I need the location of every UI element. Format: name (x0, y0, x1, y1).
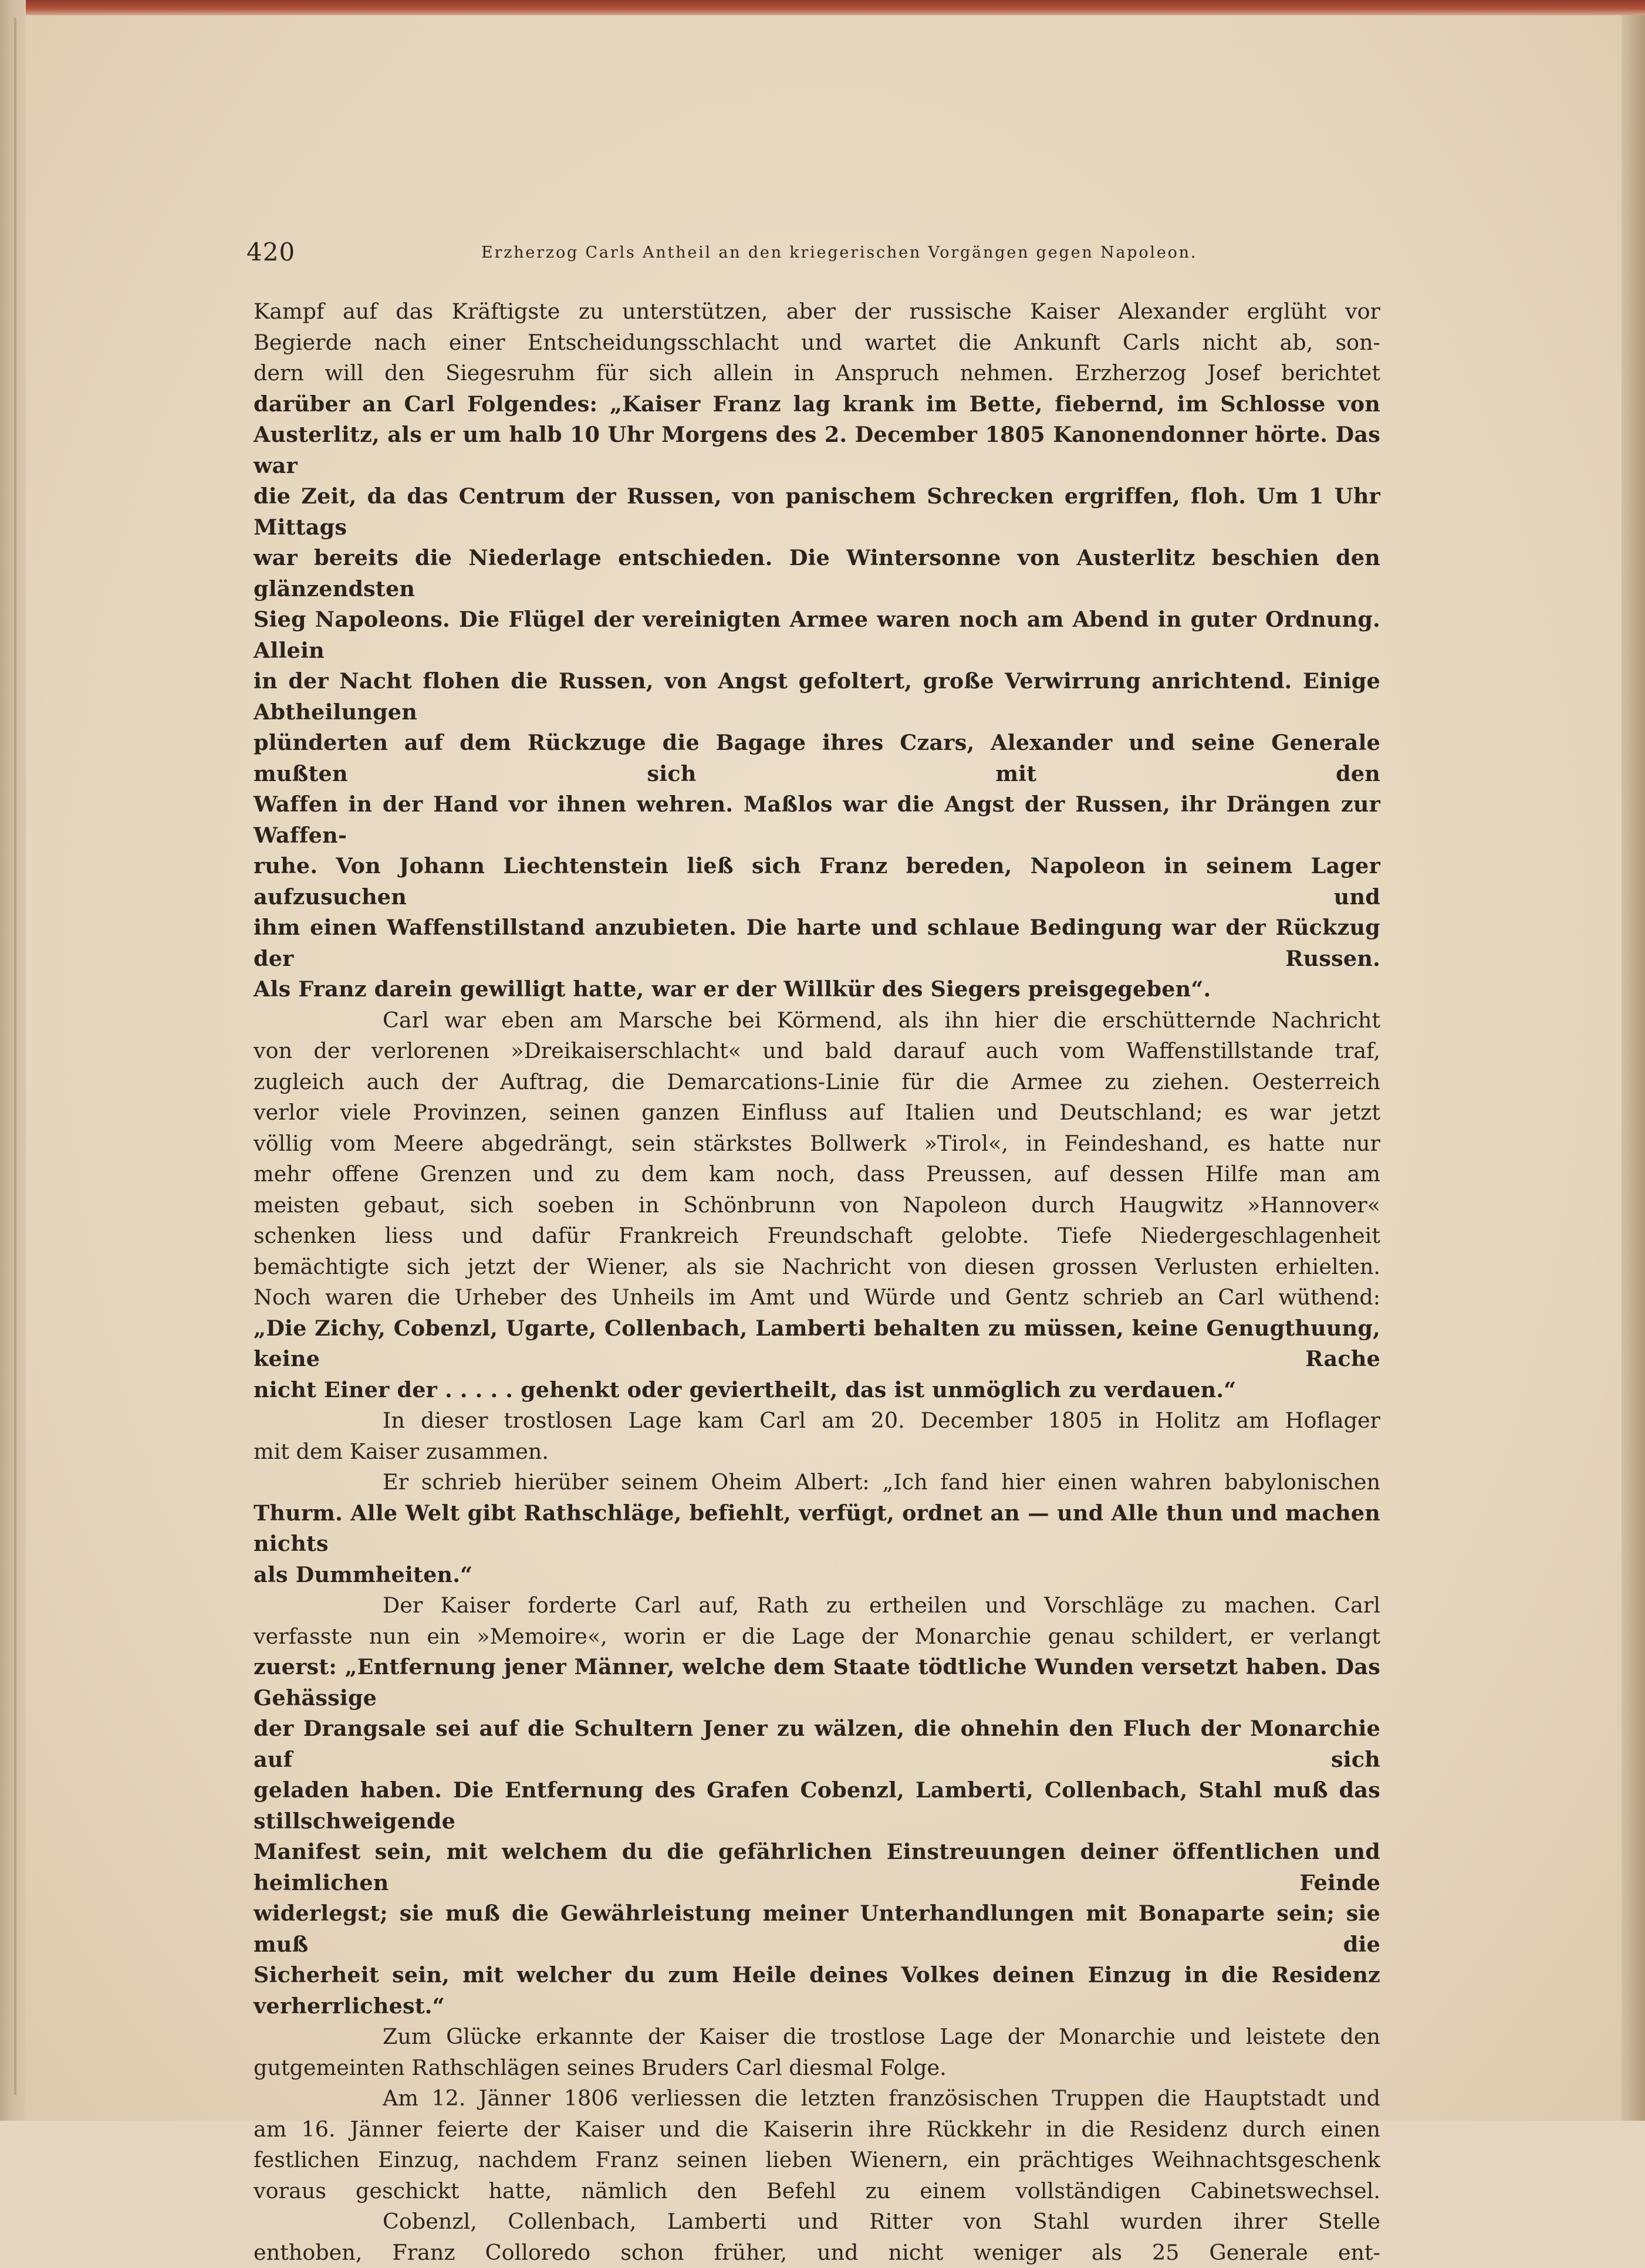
text-line: Waffen in der Hand vor ihnen wehren. Maßlos war die Angst der Russen, ihr Drängen zur Waffen- (254, 789, 1380, 851)
text-line: dern will den Siegesruhm für sich allein in Anspruch nehmen. Erzherzog Josef berichtet (254, 358, 1380, 389)
text-line: Cobenzl, Collenbach, Lamberti und Ritter von Stahl wurden ihrer Stelle (254, 2206, 1380, 2237)
text-line: Sicherheit sein, mit welcher du zum Heile deines Volkes deinen Einzug in die Residenz verherrlichest.“ (254, 1960, 1380, 2022)
text-line: in der Nacht flohen die Russen, von Angst gefoltert, große Verwirrung anrichtend. Einige Abtheilungen (254, 666, 1380, 728)
text-line: Begierde nach einer Entscheidungsschlacht und wartet die Ankunft Carls nicht ab, son- (254, 327, 1380, 359)
text-line: als Dummheiten.“ (254, 1560, 1380, 1591)
text-line: mehr offene Grenzen und zu dem kam noch, dass Preussen, auf dessen Hilfe man am (254, 1159, 1380, 1190)
text-line: widerlegst; sie muß die Gewährleistung meiner Unterhandlungen mit Bonaparte sein; sie muß die (254, 1898, 1380, 1960)
text-line: Thurm. Alle Welt gibt Rathschläge, befiehlt, verfügt, ordnet an — und Alle thun und machen nichts (254, 1498, 1380, 1560)
text-line: Zum Glücke erkannte der Kaiser die trostlose Lage der Monarchie und leistete den (254, 2022, 1380, 2053)
text-line: ruhe. Von Johann Liechtenstein ließ sich Franz bereden, Napoleon in seinem Lager aufzusuchen und (254, 851, 1380, 912)
text-line: geladen haben. Die Entfernung des Grafen Cobenzl, Lamberti, Collenbach, Stahl muß das stillschweigende (254, 1775, 1380, 1837)
text-line: schenken liess und dafür Frankreich Freundschaft gelobte. Tiefe Niedergeschlagenheit (254, 1221, 1380, 1252)
text-line: Kampf auf das Kräftigste zu unterstützen, aber der russische Kaiser Alexander erglüht vor (254, 296, 1380, 327)
page-header (246, 238, 1162, 267)
right-page-edge (1622, 15, 1645, 2121)
text-line: zuerst: „Entfernung jener Männer, welche dem Staate tödtliche Wunden versetzt haben. Das Gehässige (254, 1652, 1380, 1713)
text-line: enthoben, Franz Colloredo schon früher, und nicht weniger als 25 Generale ent- (254, 2237, 1380, 2268)
text-line: Sieg Napoleons. Die Flügel der vereinigten Armee waren noch am Abend in guter Ordnung. Allein (254, 604, 1380, 666)
text-line: verlor viele Provinzen, seinen ganzen Einfluss auf Italien und Deutschland; es war jetzt (254, 1097, 1380, 1128)
text-line: „Die Zichy, Cobenzl, Ugarte, Collenbach, Lamberti behalten zu müssen, keine Genugthuung, keine Rache (254, 1313, 1380, 1375)
running-title: Erzherzog Carls Antheil an den kriegerischen Vorgängen gegen Napoleon. (481, 244, 1411, 262)
text-line: der Drangsale sei auf die Schultern Jener zu wälzen, die ohnehin den Fluch der Monarchie auf sich (254, 1713, 1380, 1775)
text-line: festlichen Einzug, nachdem Franz seinen lieben Wienern, ein prächtiges Weihnachtsgeschenk (254, 2145, 1380, 2176)
top-cover-edge (26, 0, 1645, 15)
text-line: bemächtigte sich jetzt der Wiener, als sie Nachricht von diesen grossen Verlusten erhielten. (254, 1252, 1380, 1283)
text-line: Er schrieb hierüber seinem Oheim Albert: „Ich fand hier einen wahren babylonischen (254, 1467, 1380, 1498)
text-line: Der Kaiser forderte Carl auf, Rath zu ertheilen und Vorschläge zu machen. Carl (254, 1590, 1380, 1621)
text-line: In dieser trostlosen Lage kam Carl am 20. December 1805 in Holitz am Hoflager (254, 1405, 1380, 1436)
text-line: am 16. Jänner feierte der Kaiser und die Kaiserin ihre Rückkehr in die Residenz durch einen (254, 2114, 1380, 2145)
text-line: voraus geschickt hatte, nämlich den Befehl zu einem vollständigen Cabinetswechsel. (254, 2176, 1380, 2207)
binding-crease (14, 18, 16, 2095)
text-line: verfasste nun ein »Memoire«, worin er die Lage der Monarchie genau schildert, er verlangt (254, 1621, 1380, 1652)
text-line: Als Franz darein gewilligt hatte, war er der Willkür des Siegers preisgegeben“. (254, 974, 1380, 1005)
text-line: völlig vom Meere abgedrängt, sein stärkstes Bollwerk »Tirol«, in Feindeshand, es hatte nur (254, 1128, 1380, 1160)
text-line: nicht Einer der . . . . . gehenkt oder geviertheilt, das ist unmöglich zu verdauen.“ (254, 1375, 1380, 1406)
text-line: gutgemeinten Rathschlägen seines Bruders Carl diesmal Folge. (254, 2053, 1380, 2084)
text-line: plünderten auf dem Rückzuge die Bagage ihres Czars, Alexander und seine Generale mußten sich mit den (254, 728, 1380, 789)
body-text (254, 296, 1380, 2268)
page-number: 420 (246, 238, 295, 266)
text-line: meisten gebaut, sich soeben in Schönbrunn von Napoleon durch Haugwitz »Hannover« (254, 1190, 1380, 1221)
text-line: die Zeit, da das Centrum der Russen, von panischem Schrecken ergriffen, floh. Um 1 Uhr Mittags (254, 481, 1380, 543)
text-line: Austerlitz, als er um halb 10 Uhr Morgens des 2. December 1805 Kanonendonner hörte. Das war (254, 420, 1380, 481)
text-line: ihm einen Waffenstillstand anzubieten. Die harte und schlaue Bedingung war der Rückzug der Russen. (254, 912, 1380, 974)
text-line: von der verlorenen »Dreikaiserschlacht« und bald darauf auch vom Waffenstillstande traf, (254, 1036, 1380, 1067)
text-line: war bereits die Niederlage entschieden. Die Wintersonne von Austerlitz beschien den glänzendsten (254, 543, 1380, 604)
text-line: Am 12. Jänner 1806 verliessen die letzten französischen Truppen die Hauptstadt und (254, 2083, 1380, 2114)
text-line: Manifest sein, mit welchem du die gefährlichen Einstreuungen deiner öffentlichen und heimlichen Feinde (254, 1837, 1380, 1898)
text-line: Noch waren die Urheber des Unheils im Amt und Würde und Gentz schrieb an Carl wüthend: (254, 1282, 1380, 1313)
text-line: zugleich auch der Auftrag, die Demarcations-Linie für die Armee zu ziehen. Oesterreich (254, 1067, 1380, 1098)
binding-edge (0, 0, 26, 2121)
text-line: Carl war eben am Marsche bei Körmend, als ihn hier die erschütternde Nachricht (254, 1005, 1380, 1036)
text-line: darüber an Carl Folgendes: „Kaiser Franz lag krank im Bette, fiebernd, im Schlosse von (254, 389, 1380, 420)
text-line: mit dem Kaiser zusammen. (254, 1436, 1380, 1468)
